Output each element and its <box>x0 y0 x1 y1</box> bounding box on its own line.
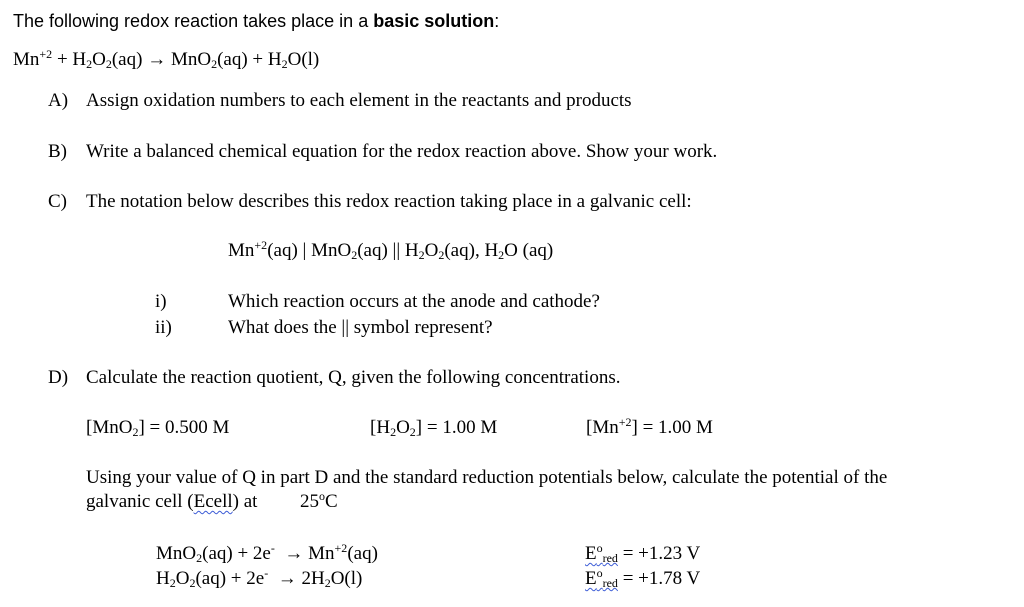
question-c-letter: C) <box>48 191 67 212</box>
potential-mno2: $E^o_{red} = +1.23$ V <box>585 541 701 565</box>
subquestion-ii-number: ii) <box>155 317 172 338</box>
potential-h2o2: $E^o_{red} = +1.78$ V <box>585 566 701 590</box>
intro-line <box>13 10 499 32</box>
intro-colon: : <box>494 11 500 31</box>
concentration-h2o2: $[H_2O_2] = 1.00$ M <box>370 417 498 439</box>
part-e-line2: galvanic cell (Ecell) at <box>86 491 258 512</box>
reaction-equation: $Mn^{+2} + H_2O_2(aq) \to MnO_2(aq) + H_2O(l)$ <box>13 47 320 71</box>
concentration-mn: $[Mn^{+2}] = 1.00$ M <box>586 415 713 438</box>
part-e-line1: Using your value of Q in part D and the standard reduction potentials below, calculate the potential of the <box>86 467 888 488</box>
question-a-letter: A) <box>48 90 69 111</box>
half-reaction-mno2: $MnO_2(aq) + 2e^- \to Mn^{+2}(aq)$ <box>156 541 378 565</box>
intro-bold: basic solution <box>373 11 495 31</box>
intro-text: The following redox reaction takes place in a <box>13 11 374 31</box>
half-reaction-h2o2: $H_2O_2(aq) + 2e^- \to 2H_2O(l)$ <box>156 566 363 590</box>
ecell-symbol: Ecell <box>193 491 233 512</box>
question-b-text: Write a balanced chemical equation for the redox reaction above. Show your work. <box>86 141 718 162</box>
subquestion-i-number: i) <box>155 291 167 312</box>
subquestion-i-text: Which reaction occurs at the anode and cathode? <box>228 291 600 312</box>
question-a-text: Assign oxidation numbers to each element in the reactants and products <box>86 90 632 111</box>
concentration-mno2: [MnO$_2$] = 0.500 M <box>86 417 230 439</box>
question-d-text: Calculate the reaction quotient, Q, given the following concentrations. <box>86 367 621 388</box>
subquestion-ii-text: What does the || symbol represent? <box>228 317 493 338</box>
question-d-letter: D) <box>48 367 69 388</box>
question-c-text: The notation below describes this redox reaction taking place in a galvanic cell: <box>86 191 692 212</box>
question-b-letter: B) <box>48 141 67 162</box>
cell-notation: $Mn^{+2}(aq)$ | MnO$_2$(aq) || $H_2O_2(aq)$, $H_2O$ (aq) <box>228 238 554 262</box>
part-e-temperature: 25$^o$C <box>300 489 338 512</box>
